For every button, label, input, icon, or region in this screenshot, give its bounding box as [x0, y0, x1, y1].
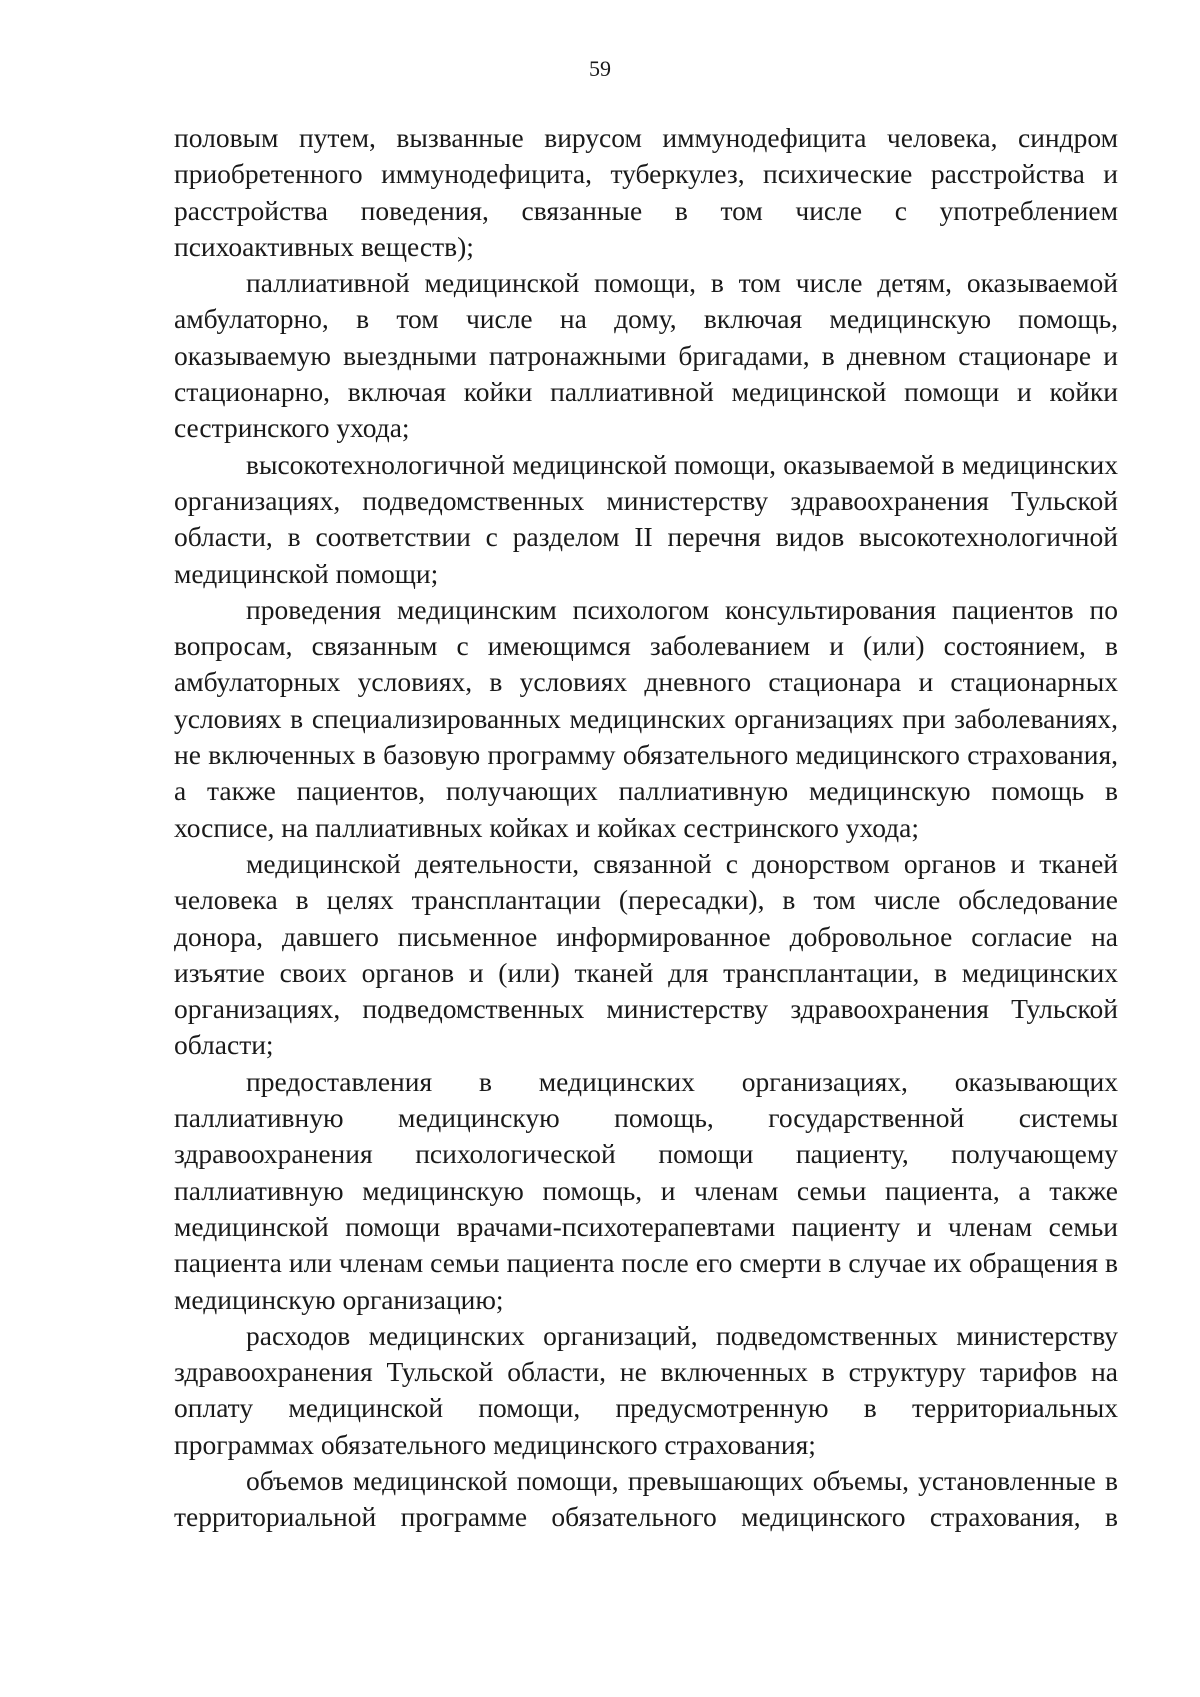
- document-body: [174, 120, 1118, 1536]
- paragraph-palliative-care: паллиативной медицинской помощи, в том числе детям, оказываемой амбулаторно, в том числе на дому, включая медицинскую помощь, оказываемую выездными патронажными бригадами, в дневном стационаре и стационарно, включая койки паллиативной медицинской помощи и койки сестринского ухода;: [174, 267, 1118, 444]
- paragraph-psychologist-consulting: проведения медицинским психологом консультирования пациентов по вопросам, связанным с имеющимся заболеванием и (или) состоянием, в амбулаторных условиях, в условиях дневного стационара и стационарных условиях в специализированных медицинских организациях при заболеваниях, не включенных в базовую программу обязательного медицинского страхования, а также пациентов, получающих паллиативную медицинскую помощь в хосписе, на паллиативных койках и койках сестринского ухода;: [174, 593, 1118, 843]
- paragraph-organ-donation: медицинской деятельности, связанной с донорством органов и тканей человека в целях трансплантации (пересадки), в том числе обследование донора, давшего письменное информированное добровольное согласие на изъятие своих органов и (или) тканей для трансплантации, в медицинских организациях, подведомственных министерству здравоохранения Тульской области;: [174, 847, 1118, 1061]
- paragraph-expenses: расходов медицинских организаций, подведомственных министерству здравоохранения Тульской области, не включенных в структуру тарифов на оплату медицинской помощи, предусмотренную в территориальных программах обязательного медицинского страхования;: [174, 1319, 1118, 1460]
- paragraph-psychological-help: предоставления в медицинских организациях, оказывающих паллиативную медицинскую помощь, государственной системы здравоохранения психологической помощи пациенту, получающему паллиативную медицинскую помощь, и членам семьи пациента, а также медицинской помощи врачами-психотерапевтами пациенту и членам семьи пациента или членам семьи пациента после его смерти в случае их обращения в медицинскую организацию;: [174, 1065, 1118, 1315]
- page-number: 59: [589, 56, 611, 81]
- paragraph-volumes-exceeding: объемов медицинской помощи, превышающих объемы, установленные в территориальной программе обязательного медицинского страхования, в: [174, 1464, 1118, 1533]
- paragraph-continuation: половым путем, вызванные вирусом иммунодефицита человека, синдром приобретенного иммунодефицита, туберкулез, психические расстройства и расстройства поведения, связанные в том числе с употреблением психоактивных веществ);: [174, 122, 1118, 262]
- paragraph-high-tech-care: высокотехнологичной медицинской помощи, оказываемой в медицинских организациях, подведомственных министерству здравоохранения Тульской области, в соответствии с разделом II перечня видов высокотехнологичной медицинской помощи;: [174, 448, 1118, 589]
